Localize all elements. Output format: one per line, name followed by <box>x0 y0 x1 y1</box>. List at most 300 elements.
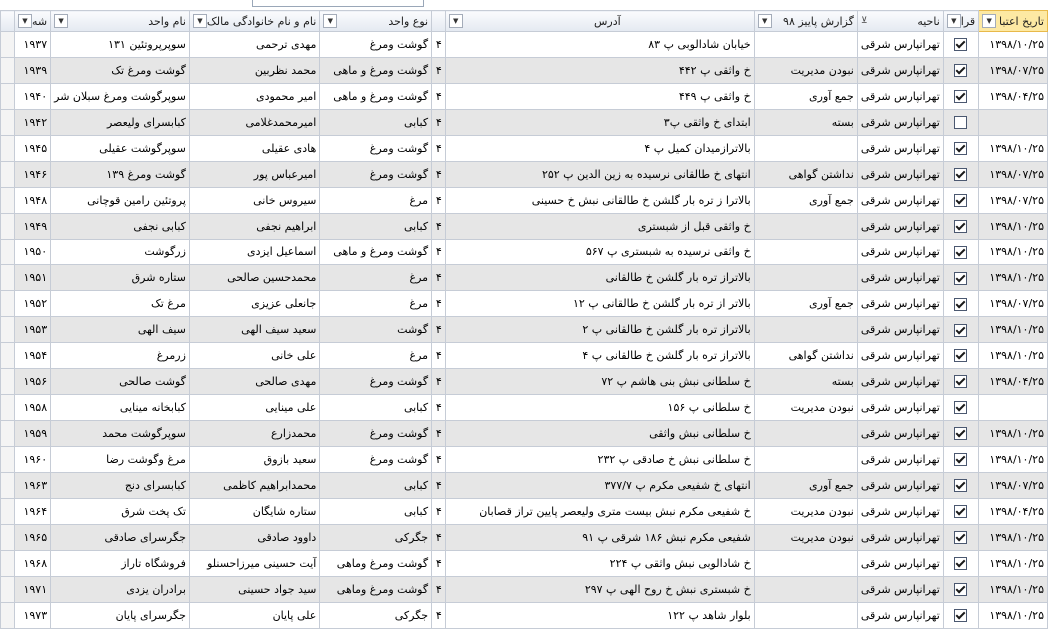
table-row[interactable] <box>1 395 1048 421</box>
id-cell[interactable]: ۱۹۵۳ <box>15 317 51 343</box>
owner-cell[interactable]: محمدابراهیم کاظمی <box>189 472 319 498</box>
table-row[interactable] <box>1 447 1048 473</box>
checkbox-cell[interactable] <box>943 317 978 343</box>
checkbox-cell[interactable] <box>943 395 978 421</box>
dropdown-icon[interactable]: ▼ <box>449 14 463 28</box>
owner-cell[interactable]: محمدزارع <box>189 421 319 447</box>
id-cell[interactable]: ۱۹۵۴ <box>15 343 51 369</box>
checkbox-cell[interactable] <box>943 550 978 576</box>
date-cell[interactable]: ۱۳۹۸/۰۴/۲۵ <box>979 83 1048 109</box>
report-cell[interactable] <box>754 317 857 343</box>
checkbox[interactable] <box>954 557 967 570</box>
unit-name-cell[interactable]: سیف الهی <box>51 317 190 343</box>
row-gap-cell[interactable] <box>1 472 15 498</box>
number-cell[interactable]: ۴ <box>432 576 446 602</box>
table-row[interactable] <box>1 576 1048 602</box>
id-cell[interactable]: ۱۹۴۵ <box>15 135 51 161</box>
address-cell[interactable]: خ سلطانی پ ۱۵۶ <box>445 395 754 421</box>
unit-name-cell[interactable]: زرمرغ <box>51 343 190 369</box>
unit-name-cell[interactable]: مرغ وگوشت رضا <box>51 447 190 473</box>
id-cell[interactable]: ۱۹۶۳ <box>15 472 51 498</box>
checkbox[interactable] <box>954 298 967 311</box>
region-cell[interactable]: تهرانپارس شرقی <box>857 265 943 291</box>
date-cell[interactable]: ۱۳۹۸/۱۰/۲۵ <box>979 317 1048 343</box>
report-cell[interactable]: نداشتن گواهی <box>754 161 857 187</box>
unit-type-cell[interactable]: گوشت ومرغ و ماهی <box>320 239 432 265</box>
region-cell[interactable]: تهرانپارس شرقی <box>857 187 943 213</box>
number-cell[interactable]: ۴ <box>432 109 446 135</box>
report-cell[interactable]: جمع آوری <box>754 472 857 498</box>
date-cell[interactable]: ۱۳۹۸/۱۰/۲۵ <box>979 213 1048 239</box>
dropdown-icon[interactable]: ▼ <box>54 14 68 28</box>
date-cell[interactable]: ۱۳۹۸/۱۰/۲۵ <box>979 447 1048 473</box>
col-region-header[interactable] <box>857 11 943 32</box>
region-cell[interactable]: تهرانپارس شرقی <box>857 57 943 83</box>
address-cell[interactable]: بلوار شاهد پ ۱۲۲ <box>445 602 754 628</box>
unit-type-cell[interactable]: مرغ <box>320 187 432 213</box>
table-row[interactable] <box>1 109 1048 135</box>
row-gap-cell[interactable] <box>1 498 15 524</box>
unit-name-cell[interactable]: جگرسرای صادقی <box>51 524 190 550</box>
address-cell[interactable]: بالاترا ز تره بار گلشن خ طالقانی نبش خ حسینی <box>445 187 754 213</box>
table-row[interactable] <box>1 83 1048 109</box>
number-cell[interactable]: ۴ <box>432 550 446 576</box>
checkbox[interactable] <box>954 401 967 414</box>
unit-type-cell[interactable]: گوشت ومرغ وماهی <box>320 550 432 576</box>
col-unit-header[interactable] <box>51 11 190 32</box>
address-cell[interactable]: بالاتراز تره بار گلشن خ طالقانی <box>445 265 754 291</box>
checkbox-cell[interactable] <box>943 32 978 58</box>
region-cell[interactable]: تهرانپارس شرقی <box>857 317 943 343</box>
number-cell[interactable]: ۴ <box>432 32 446 58</box>
address-cell[interactable]: خ شفیعی مکرم نبش بیست متری ولیعصر پایین تراز قصابان <box>445 498 754 524</box>
id-cell[interactable]: ۱۹۷۱ <box>15 576 51 602</box>
unit-type-cell[interactable]: گوشت ومرغ <box>320 161 432 187</box>
dropdown-icon[interactable]: ▼ <box>193 14 207 28</box>
table-row[interactable] <box>1 32 1048 58</box>
table-row[interactable] <box>1 135 1048 161</box>
id-cell[interactable]: ۱۹۵۰ <box>15 239 51 265</box>
checkbox-cell[interactable] <box>943 602 978 628</box>
date-cell[interactable]: ۱۳۹۸/۱۰/۲۵ <box>979 343 1048 369</box>
checkbox-cell[interactable] <box>943 187 978 213</box>
checkbox-cell[interactable] <box>943 213 978 239</box>
checkbox[interactable] <box>954 168 967 181</box>
date-cell[interactable]: ۱۳۹۸/۱۰/۲۵ <box>979 602 1048 628</box>
id-cell[interactable]: ۱۹۳۷ <box>15 32 51 58</box>
unit-name-cell[interactable]: زرگوشت <box>51 239 190 265</box>
id-cell[interactable]: ۱۹۴۲ <box>15 109 51 135</box>
owner-cell[interactable]: امیرعباس پور <box>189 161 319 187</box>
unit-type-cell[interactable]: کبابی <box>320 395 432 421</box>
region-cell[interactable]: تهرانپارس شرقی <box>857 447 943 473</box>
address-cell[interactable]: خ سلطانی نبش خ صادقی پ ۲۳۲ <box>445 447 754 473</box>
region-cell[interactable]: تهرانپارس شرقی <box>857 161 943 187</box>
number-cell[interactable]: ۴ <box>432 421 446 447</box>
date-cell[interactable]: ۱۳۹۸/۱۰/۲۵ <box>979 135 1048 161</box>
checkbox-cell[interactable] <box>943 109 978 135</box>
unit-name-cell[interactable]: سوپرگوشت ومرغ سبلان شر <box>51 83 190 109</box>
report-cell[interactable]: نبودن مدیریت <box>754 498 857 524</box>
row-gap-cell[interactable] <box>1 550 15 576</box>
unit-type-cell[interactable]: گوشت ومرغ و ماهی <box>320 57 432 83</box>
row-gap-cell[interactable] <box>1 161 15 187</box>
owner-cell[interactable]: مهدی ترحمی <box>189 32 319 58</box>
row-gap-cell[interactable] <box>1 83 15 109</box>
owner-cell[interactable]: داوود صادقی <box>189 524 319 550</box>
table-row[interactable] <box>1 187 1048 213</box>
number-cell[interactable]: ۴ <box>432 472 446 498</box>
region-cell[interactable]: تهرانپارس شرقی <box>857 239 943 265</box>
checkbox-cell[interactable] <box>943 135 978 161</box>
date-cell[interactable]: ۱۳۹۸/۰۴/۲۵ <box>979 369 1048 395</box>
address-cell[interactable]: خ واثقی پ ۴۴۹ <box>445 83 754 109</box>
report-cell[interactable]: بسته <box>754 369 857 395</box>
checkbox-cell[interactable] <box>943 57 978 83</box>
number-cell[interactable]: ۴ <box>432 83 446 109</box>
report-cell[interactable] <box>754 32 857 58</box>
date-cell[interactable]: ۱۳۹۸/۰۷/۲۵ <box>979 472 1048 498</box>
number-cell[interactable]: ۴ <box>432 291 446 317</box>
unit-type-cell[interactable]: گوشت <box>320 317 432 343</box>
address-cell[interactable]: خ واثقی پ ۴۴۲ <box>445 57 754 83</box>
search-box[interactable] <box>252 0 424 7</box>
owner-cell[interactable]: امیرمحمدغلامی <box>189 109 319 135</box>
col-report-header[interactable] <box>754 11 857 32</box>
report-cell[interactable]: جمع آوری <box>754 291 857 317</box>
unit-type-cell[interactable]: گوشت ومرغ <box>320 135 432 161</box>
address-cell[interactable]: خ شبستری نبش خ روح الهی پ ۲۹۷ <box>445 576 754 602</box>
report-cell[interactable]: نداشتن گواهی <box>754 343 857 369</box>
region-cell[interactable]: تهرانپارس شرقی <box>857 291 943 317</box>
id-cell[interactable]: ۱۹۶۵ <box>15 524 51 550</box>
owner-cell[interactable]: علی خانی <box>189 343 319 369</box>
report-cell[interactable]: بسته <box>754 109 857 135</box>
checkbox[interactable] <box>954 116 967 129</box>
checkbox[interactable] <box>954 194 967 207</box>
id-cell[interactable]: ۱۹۶۸ <box>15 550 51 576</box>
unit-name-cell[interactable]: کبابی نجفی <box>51 213 190 239</box>
checkbox-cell[interactable] <box>943 524 978 550</box>
address-cell[interactable]: انتهای خ شفیعی مکرم پ ۳۷۷/۷ <box>445 472 754 498</box>
id-cell[interactable]: ۱۹۴۶ <box>15 161 51 187</box>
address-cell[interactable]: خ واثقی نرسیده به شبستری پ ۵۶۷ <box>445 239 754 265</box>
row-gap-cell[interactable] <box>1 602 15 628</box>
unit-type-cell[interactable]: مرغ <box>320 291 432 317</box>
id-cell[interactable]: ۱۹۵۶ <box>15 369 51 395</box>
unit-name-cell[interactable]: کبابسرای دنج <box>51 472 190 498</box>
table-row[interactable] <box>1 343 1048 369</box>
col-qara-header[interactable] <box>943 11 978 32</box>
checkbox-cell[interactable] <box>943 472 978 498</box>
owner-cell[interactable]: علی پایان <box>189 602 319 628</box>
owner-cell[interactable]: آیت حسینی میرزاحسنلو <box>189 550 319 576</box>
checkbox-cell[interactable] <box>943 239 978 265</box>
unit-name-cell[interactable]: پروتئین رامین قوچانی <box>51 187 190 213</box>
checkbox[interactable] <box>954 505 967 518</box>
report-cell[interactable] <box>754 421 857 447</box>
unit-type-cell[interactable]: کبابی <box>320 472 432 498</box>
col-owner-header[interactable] <box>189 11 319 32</box>
report-cell[interactable] <box>754 550 857 576</box>
checkbox[interactable] <box>954 64 967 77</box>
region-cell[interactable]: تهرانپارس شرقی <box>857 550 943 576</box>
col-id-header[interactable] <box>15 11 51 32</box>
region-cell[interactable]: تهرانپارس شرقی <box>857 343 943 369</box>
date-cell[interactable]: ۱۳۹۸/۱۰/۲۵ <box>979 239 1048 265</box>
table-row[interactable] <box>1 265 1048 291</box>
region-cell[interactable]: تهرانپارس شرقی <box>857 421 943 447</box>
checkbox[interactable] <box>954 142 967 155</box>
report-cell[interactable]: نبودن مدیریت <box>754 395 857 421</box>
region-cell[interactable]: تهرانپارس شرقی <box>857 472 943 498</box>
col-address-header[interactable] <box>445 11 754 32</box>
owner-cell[interactable]: امیر محمودی <box>189 83 319 109</box>
checkbox[interactable] <box>954 272 967 285</box>
region-cell[interactable]: تهرانپارس شرقی <box>857 213 943 239</box>
table-row[interactable] <box>1 213 1048 239</box>
address-cell[interactable]: انتهای خ طالقانی نرسیده به زین الدین پ ۲۵۲ <box>445 161 754 187</box>
unit-type-cell[interactable]: گوشت ومرغ <box>320 421 432 447</box>
checkbox-cell[interactable] <box>943 343 978 369</box>
checkbox-cell[interactable] <box>943 161 978 187</box>
checkbox[interactable] <box>954 349 967 362</box>
date-cell[interactable] <box>979 109 1048 135</box>
date-cell[interactable]: ۱۳۹۸/۱۰/۲۵ <box>979 32 1048 58</box>
report-cell[interactable] <box>754 239 857 265</box>
col-date-header[interactable] <box>979 11 1048 32</box>
row-gap-cell[interactable] <box>1 369 15 395</box>
number-cell[interactable]: ۴ <box>432 317 446 343</box>
unit-type-cell[interactable]: کبابی <box>320 213 432 239</box>
checkbox-cell[interactable] <box>943 576 978 602</box>
region-cell[interactable]: تهرانپارس شرقی <box>857 498 943 524</box>
sort-icon[interactable]: ▼ <box>18 14 32 28</box>
date-cell[interactable]: ۱۳۹۸/۰۷/۲۵ <box>979 57 1048 83</box>
date-cell[interactable]: ۱۳۹۸/۱۰/۲۵ <box>979 524 1048 550</box>
number-cell[interactable]: ۴ <box>432 161 446 187</box>
address-cell[interactable]: ابتدای خ واثقی پ۳ <box>445 109 754 135</box>
id-cell[interactable]: ۱۹۴۸ <box>15 187 51 213</box>
owner-cell[interactable]: سعید بازوق <box>189 447 319 473</box>
address-cell[interactable]: بالاترازمیدان کمیل پ ۴ <box>445 135 754 161</box>
table-row[interactable] <box>1 291 1048 317</box>
row-gap-cell[interactable] <box>1 32 15 58</box>
unit-name-cell[interactable]: فروشگاه تاراز <box>51 550 190 576</box>
number-cell[interactable]: ۴ <box>432 369 446 395</box>
checkbox[interactable] <box>954 38 967 51</box>
owner-cell[interactable]: سیروس خانی <box>189 187 319 213</box>
owner-cell[interactable]: علی مینایی <box>189 395 319 421</box>
report-cell[interactable] <box>754 135 857 161</box>
unit-name-cell[interactable]: گوشت ومرغ تک <box>51 57 190 83</box>
table-row[interactable] <box>1 524 1048 550</box>
date-cell[interactable]: ۱۳۹۸/۰۷/۲۵ <box>979 187 1048 213</box>
unit-name-cell[interactable]: سوپرگوشت محمد <box>51 421 190 447</box>
address-cell[interactable]: خیابان شادالوبی پ ۸۳ <box>445 32 754 58</box>
table-row[interactable] <box>1 602 1048 628</box>
unit-name-cell[interactable]: گوشت ومرغ ۱۳۹ <box>51 161 190 187</box>
table-row[interactable] <box>1 369 1048 395</box>
number-cell[interactable]: ۴ <box>432 343 446 369</box>
number-cell[interactable]: ۴ <box>432 602 446 628</box>
id-cell[interactable]: ۱۹۵۸ <box>15 395 51 421</box>
owner-cell[interactable]: محمد نظربین <box>189 57 319 83</box>
row-gap-cell[interactable] <box>1 213 15 239</box>
date-cell[interactable]: ۱۳۹۸/۱۰/۲۵ <box>979 550 1048 576</box>
unit-type-cell[interactable]: گوشت ومرغ <box>320 369 432 395</box>
row-gap-cell[interactable] <box>1 447 15 473</box>
row-gap-cell[interactable] <box>1 524 15 550</box>
checkbox-cell[interactable] <box>943 421 978 447</box>
address-cell[interactable]: شفیعی مکرم نبش ۱۸۶ شرقی پ ۹۱ <box>445 524 754 550</box>
checkbox[interactable] <box>954 583 967 596</box>
owner-cell[interactable]: جانعلی عزیزی <box>189 291 319 317</box>
number-cell[interactable]: ۴ <box>432 524 446 550</box>
id-cell[interactable]: ۱۹۶۰ <box>15 447 51 473</box>
unit-name-cell[interactable]: سوپرگوشت عقیلی <box>51 135 190 161</box>
checkbox[interactable] <box>954 220 967 233</box>
unit-name-cell[interactable]: تک پخت شرق <box>51 498 190 524</box>
date-cell[interactable]: ۱۳۹۸/۰۴/۲۵ <box>979 498 1048 524</box>
checkbox[interactable] <box>954 324 967 337</box>
report-cell[interactable]: جمع آوری <box>754 187 857 213</box>
region-cell[interactable]: تهرانپارس شرقی <box>857 135 943 161</box>
checkbox-cell[interactable] <box>943 83 978 109</box>
number-cell[interactable]: ۴ <box>432 135 446 161</box>
owner-cell[interactable]: مهدی صالحی <box>189 369 319 395</box>
table-row[interactable] <box>1 57 1048 83</box>
owner-cell[interactable]: محمدحسین صالحی <box>189 265 319 291</box>
number-cell[interactable]: ۴ <box>432 239 446 265</box>
dropdown-icon[interactable]: ▼ <box>758 14 772 28</box>
unit-name-cell[interactable]: برادران یزدی <box>51 576 190 602</box>
row-gap-cell[interactable] <box>1 421 15 447</box>
date-cell[interactable]: ۱۳۹۸/۰۷/۲۵ <box>979 161 1048 187</box>
table-row[interactable] <box>1 421 1048 447</box>
row-gap-cell[interactable] <box>1 239 15 265</box>
number-cell[interactable]: ۴ <box>432 498 446 524</box>
address-cell[interactable]: خ سلطانی نبش واثقی <box>445 421 754 447</box>
report-cell[interactable] <box>754 447 857 473</box>
id-cell[interactable]: ۱۹۶۴ <box>15 498 51 524</box>
unit-type-cell[interactable]: گوشت ومرغ وماهی <box>320 576 432 602</box>
table-row[interactable] <box>1 317 1048 343</box>
checkbox[interactable] <box>954 246 967 259</box>
table-row[interactable] <box>1 550 1048 576</box>
row-gap-cell[interactable] <box>1 576 15 602</box>
id-cell[interactable]: ۱۹۵۱ <box>15 265 51 291</box>
unit-name-cell[interactable]: جگرسرای پایان <box>51 602 190 628</box>
unit-type-cell[interactable]: کبابی <box>320 109 432 135</box>
address-cell[interactable]: خ سلطانی نبش بنی هاشم پ ۷۲ <box>445 369 754 395</box>
row-gap-cell[interactable] <box>1 395 15 421</box>
col-num-header[interactable] <box>432 11 446 32</box>
id-cell[interactable]: ۱۹۳۹ <box>15 57 51 83</box>
checkbox[interactable] <box>954 427 967 440</box>
table-row[interactable] <box>1 161 1048 187</box>
unit-type-cell[interactable]: مرغ <box>320 343 432 369</box>
dropdown-icon[interactable]: ▼ <box>982 14 996 28</box>
report-cell[interactable] <box>754 576 857 602</box>
owner-cell[interactable]: اسماعیل ایزدی <box>189 239 319 265</box>
owner-cell[interactable]: ستاره شایگان <box>189 498 319 524</box>
address-cell[interactable]: بالاتراز تره بار گلشن خ طالقانی پ ۴ <box>445 343 754 369</box>
unit-type-cell[interactable]: جگرکی <box>320 602 432 628</box>
unit-name-cell[interactable]: گوشت صالحی <box>51 369 190 395</box>
report-cell[interactable]: جمع آوری <box>754 83 857 109</box>
row-gap-cell[interactable] <box>1 187 15 213</box>
row-gap-cell[interactable] <box>1 291 15 317</box>
number-cell[interactable]: ۴ <box>432 265 446 291</box>
date-cell[interactable] <box>979 395 1048 421</box>
unit-type-cell[interactable]: گوشت ومرغ و ماهی <box>320 83 432 109</box>
region-cell[interactable]: تهرانپارس شرقی <box>857 109 943 135</box>
id-cell[interactable]: ۱۹۴۰ <box>15 83 51 109</box>
checkbox-cell[interactable] <box>943 498 978 524</box>
report-cell[interactable]: نبودن مدیریت <box>754 57 857 83</box>
report-cell[interactable] <box>754 213 857 239</box>
id-cell[interactable]: ۱۹۴۹ <box>15 213 51 239</box>
row-gap-cell[interactable] <box>1 57 15 83</box>
unit-name-cell[interactable]: مرغ تک <box>51 291 190 317</box>
region-cell[interactable]: تهرانپارس شرقی <box>857 369 943 395</box>
unit-type-cell[interactable]: گوشت ومرغ <box>320 32 432 58</box>
checkbox[interactable] <box>954 375 967 388</box>
col-type-header[interactable] <box>320 11 432 32</box>
table-row[interactable] <box>1 239 1048 265</box>
checkbox[interactable] <box>954 90 967 103</box>
date-cell[interactable]: ۱۳۹۸/۰۷/۲۵ <box>979 291 1048 317</box>
dropdown-icon[interactable]: ▼ <box>947 14 961 28</box>
unit-type-cell[interactable]: کبابی <box>320 498 432 524</box>
row-gap-cell[interactable] <box>1 343 15 369</box>
checkbox-cell[interactable] <box>943 265 978 291</box>
unit-name-cell[interactable]: سوپرپروتئین ۱۳۱ <box>51 32 190 58</box>
region-cell[interactable]: تهرانپارس شرقی <box>857 83 943 109</box>
date-cell[interactable]: ۱۳۹۸/۱۰/۲۵ <box>979 421 1048 447</box>
address-cell[interactable]: خ شادالوبی نبش واثقی پ ۲۲۴ <box>445 550 754 576</box>
region-cell[interactable]: تهرانپارس شرقی <box>857 395 943 421</box>
row-gap-cell[interactable] <box>1 135 15 161</box>
checkbox-cell[interactable] <box>943 369 978 395</box>
filter-icon[interactable]: ⊻ <box>860 16 868 26</box>
dropdown-icon[interactable]: ▼ <box>323 14 337 28</box>
table-row[interactable] <box>1 498 1048 524</box>
address-cell[interactable]: خ واثقی قبل از شبستری <box>445 213 754 239</box>
unit-type-cell[interactable]: گوشت ومرغ <box>320 447 432 473</box>
checkbox[interactable] <box>954 531 967 544</box>
date-cell[interactable]: ۱۳۹۸/۱۰/۲۵ <box>979 265 1048 291</box>
row-gap-cell[interactable] <box>1 109 15 135</box>
table-row[interactable] <box>1 472 1048 498</box>
address-cell[interactable]: بالاتراز تره بار گلشن خ طالقانی پ ۲ <box>445 317 754 343</box>
id-cell[interactable]: ۱۹۷۳ <box>15 602 51 628</box>
checkbox[interactable] <box>954 479 967 492</box>
unit-name-cell[interactable]: کبابسرای ولیعصر <box>51 109 190 135</box>
number-cell[interactable]: ۴ <box>432 187 446 213</box>
number-cell[interactable]: ۴ <box>432 395 446 421</box>
unit-name-cell[interactable]: ستاره شرق <box>51 265 190 291</box>
row-gap-cell[interactable] <box>1 265 15 291</box>
unit-type-cell[interactable]: جگرکی <box>320 524 432 550</box>
id-cell[interactable]: ۱۹۵۹ <box>15 421 51 447</box>
region-cell[interactable]: تهرانپارس شرقی <box>857 602 943 628</box>
region-cell[interactable]: تهرانپارس شرقی <box>857 524 943 550</box>
address-cell[interactable]: بالاتر از تره بار گلشن خ طالقانی پ ۱۲ <box>445 291 754 317</box>
date-cell[interactable]: ۱۳۹۸/۱۰/۲۵ <box>979 576 1048 602</box>
region-cell[interactable]: تهرانپارس شرقی <box>857 32 943 58</box>
